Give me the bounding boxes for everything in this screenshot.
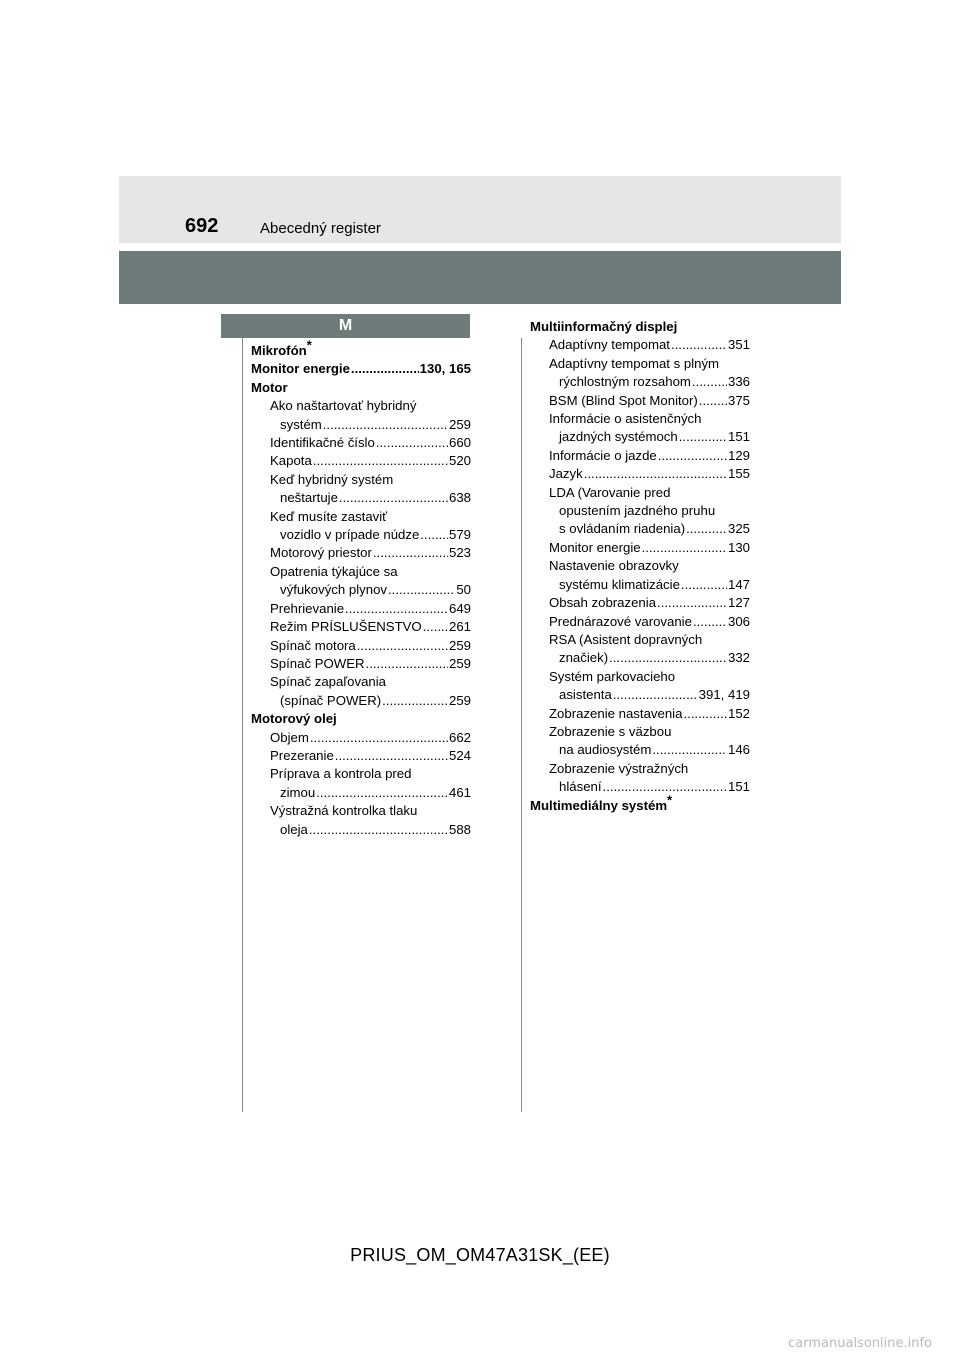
page-number: 692 (185, 215, 219, 237)
page-reference: 127 (727, 595, 750, 611)
entry-text: Motorový olej (251, 711, 337, 727)
dot-leader (609, 649, 727, 667)
page-reference: 325 (727, 521, 750, 537)
entry-text: neštartuje (280, 490, 338, 506)
dot-leader (658, 447, 727, 465)
page-reference: 461 (448, 784, 471, 800)
entry-text: Adaptívny tempomat s plným (549, 355, 720, 371)
index-entry (530, 668, 750, 686)
dot-leader (309, 821, 448, 839)
index-entry (251, 692, 471, 710)
index-entry (251, 747, 471, 765)
dot-leader (584, 465, 727, 483)
index-entry (530, 705, 750, 723)
index-entry (530, 428, 750, 446)
index-entry (530, 355, 750, 373)
entry-text: Režim PRÍSLUŠENSTVO (270, 619, 422, 635)
index-entry (530, 649, 750, 667)
column-divider-left (242, 338, 243, 1112)
page-reference: 259 (448, 416, 471, 432)
index-entry (251, 526, 471, 544)
index-entry (530, 410, 750, 428)
page-reference: 146 (727, 742, 750, 758)
dot-leader (420, 526, 448, 544)
index-entry (530, 539, 750, 557)
page-reference: 662 (448, 729, 471, 745)
index-entry (530, 594, 750, 612)
entry-text: opustením jazdného pruhu (559, 503, 716, 519)
dot-leader (323, 416, 448, 434)
index-entry (530, 465, 750, 483)
index-heading (251, 710, 471, 728)
index-entry (530, 484, 750, 502)
index-entry (251, 618, 471, 636)
page-reference: 50 (456, 582, 471, 598)
index-entry (530, 613, 750, 631)
index-entry (251, 508, 471, 526)
index-entry (251, 581, 471, 599)
index-entry (530, 760, 750, 778)
index-heading (530, 318, 750, 336)
index-entry (251, 784, 471, 802)
dot-leader (681, 576, 727, 594)
page-reference: 520 (448, 453, 471, 469)
page-reference: 155 (727, 466, 750, 482)
entry-text: Zobrazenie nastavenia (549, 705, 683, 721)
entry-text: Opatrenia týkajúce sa (270, 563, 398, 579)
entry-text: Mikrofón (251, 343, 307, 358)
index-entry (251, 416, 471, 434)
watermark: carmanualsonline.info (788, 1336, 932, 1351)
index-column-1 (251, 337, 471, 839)
dot-leader (613, 686, 698, 704)
entry-text: Motorový priestor (270, 545, 372, 561)
page-reference: 649 (448, 600, 471, 616)
page-reference: 259 (448, 637, 471, 653)
chapter-title: Abecedný register (260, 220, 381, 237)
index-entry (251, 544, 471, 562)
entry-text: Ako naštartovať hybridný (270, 398, 417, 414)
entry-text: s ovládaním riadenia) (559, 521, 686, 537)
index-entry (530, 392, 750, 410)
page-reference: 151 (727, 429, 750, 445)
dot-leader (376, 434, 448, 452)
column-divider-right (521, 338, 522, 1112)
page-reference: 130, 165 (419, 361, 471, 377)
page-reference: 638 (448, 490, 471, 506)
entry-text: na audiosystém (559, 742, 652, 758)
entry-text: Kapota (270, 453, 312, 469)
page-reference: 579 (448, 527, 471, 543)
dot-leader (652, 741, 727, 759)
index-entry (251, 600, 471, 618)
entry-text: Prezeranie (270, 747, 334, 763)
index-entry (251, 729, 471, 747)
entry-text: Spínač zapaľovania (270, 674, 387, 690)
page-reference: 524 (448, 747, 471, 763)
dot-leader (351, 360, 419, 378)
page-reference: 375 (727, 392, 750, 408)
index-entry (251, 821, 471, 839)
entry-text: (spínač POWER) (280, 692, 382, 708)
dot-leader (357, 637, 448, 655)
header-band (119, 176, 841, 243)
entry-text: Spínač POWER (270, 655, 365, 671)
index-entry (251, 471, 471, 489)
entry-text: Prehrievanie (270, 600, 345, 616)
index-entry (251, 655, 471, 673)
dot-leader (313, 452, 448, 470)
entry-text: Keď musíte zastaviť (270, 508, 388, 524)
index-heading (251, 337, 471, 360)
dot-leader (339, 489, 448, 507)
entry-text: Nastavenie obrazovky (549, 558, 679, 574)
dot-leader (335, 747, 448, 765)
dot-leader (692, 373, 727, 391)
entry-text: Informácie o jazde (549, 447, 657, 463)
entry-text: rýchlostným rozsahom (559, 374, 691, 390)
entry-text: hlásení (559, 779, 602, 795)
dot-leader (683, 705, 727, 723)
entry-text: Keď hybridný systém (270, 471, 394, 487)
entry-text: Monitor energie (549, 539, 641, 555)
entry-text: oleja (280, 821, 308, 837)
footnote-asterisk: * (306, 337, 312, 353)
entry-text: systém (280, 416, 322, 432)
dot-leader (671, 336, 727, 354)
index-entry (251, 765, 471, 783)
page-reference: 332 (727, 650, 750, 666)
entry-text: Motor (251, 379, 288, 395)
index-entry (251, 397, 471, 415)
page-reference: 130 (727, 539, 750, 555)
index-entry (530, 576, 750, 594)
index-entry (251, 434, 471, 452)
index-entry (251, 489, 471, 507)
index-entry (530, 778, 750, 796)
entry-text: výfukových plynov (280, 582, 388, 598)
index-entry (251, 802, 471, 820)
index-entry (530, 447, 750, 465)
entry-text: Identifikačné číslo (270, 435, 375, 451)
index-entry (530, 520, 750, 538)
entry-text: Prednárazové varovanie (549, 613, 692, 629)
index-entry (530, 557, 750, 575)
entry-text: jazdných systémoch (559, 429, 678, 445)
entry-text: asistenta (559, 687, 612, 703)
header-dark-band (119, 251, 841, 304)
page-reference: 152 (727, 705, 750, 721)
page-reference: 523 (448, 545, 471, 561)
entry-text: Jazyk (549, 466, 583, 482)
entry-text: Informácie o asistenčných (549, 411, 702, 427)
page-reference: 147 (727, 576, 750, 592)
entry-text: Multimediálny systém (530, 797, 668, 813)
index-entry (251, 673, 471, 691)
page-reference: 588 (448, 821, 471, 837)
index-entry (251, 452, 471, 470)
entry-text: BSM (Blind Spot Monitor) (549, 392, 698, 408)
dot-leader (657, 594, 727, 612)
index-entry (530, 741, 750, 759)
entry-text: Zobrazenie s väzbou (549, 723, 672, 739)
entry-text: zimou (280, 784, 316, 800)
dot-leader (642, 539, 727, 557)
page-reference: 306 (727, 613, 750, 629)
index-entry (251, 563, 471, 581)
entry-text: Monitor energie (251, 361, 350, 377)
dot-leader (310, 729, 448, 747)
index-heading (251, 360, 471, 378)
page-reference: 129 (727, 447, 750, 463)
entry-text: Adaptívny tempomat (549, 337, 670, 353)
page-reference: 391, 419 (698, 687, 750, 703)
dot-leader (603, 778, 727, 796)
page-reference: 261 (448, 619, 471, 635)
dot-leader (388, 581, 455, 599)
index-heading (251, 379, 471, 397)
index-entry (530, 686, 750, 704)
entry-text: Zobrazenie výstražných (549, 760, 689, 776)
entry-text: Systém parkovacieho (549, 668, 676, 684)
entry-text: systému klimatizácie (559, 576, 680, 592)
dot-leader (693, 613, 727, 631)
dot-leader (423, 618, 448, 636)
entry-text: Multiinformačný displej (530, 319, 678, 334)
entry-text: Objem (270, 729, 309, 745)
entry-text: Spínač motora (270, 637, 356, 653)
index-entry (530, 373, 750, 391)
entry-text: vozidlo v prípade núdze (280, 527, 420, 543)
dot-leader (686, 520, 727, 538)
dot-leader (699, 392, 727, 410)
page-reference: 660 (448, 435, 471, 451)
index-entry (530, 631, 750, 649)
entry-text: LDA (Varovanie pred (549, 484, 671, 500)
index-entry (530, 502, 750, 520)
index-heading (530, 792, 750, 815)
entry-text: RSA (Asistent dopravných (549, 631, 703, 647)
dot-leader (679, 428, 727, 446)
index-entry (530, 336, 750, 354)
page-reference: 151 (727, 779, 750, 795)
index-column-2 (530, 318, 750, 815)
dot-leader (366, 655, 448, 673)
entry-text: značiek) (559, 650, 609, 666)
page-reference: 336 (727, 374, 750, 390)
page-reference: 259 (448, 655, 471, 671)
dot-leader (373, 544, 448, 562)
entry-text: Príprava a kontrola pred (270, 766, 412, 782)
index-entry (530, 723, 750, 741)
document-code: PRIUS_OM_OM47A31SK_(EE) (350, 1245, 610, 1265)
entry-text: Obsah zobrazenia (549, 595, 657, 611)
index-entry (251, 637, 471, 655)
page-reference: 259 (448, 692, 471, 708)
dot-leader (345, 600, 448, 618)
dot-leader (382, 692, 448, 710)
entry-text: Výstražná kontrolka tlaku (270, 803, 418, 819)
footnote-asterisk: * (667, 792, 673, 808)
section-letter-bar: M (221, 314, 470, 338)
page-reference: 351 (727, 337, 750, 353)
dot-leader (316, 784, 448, 802)
